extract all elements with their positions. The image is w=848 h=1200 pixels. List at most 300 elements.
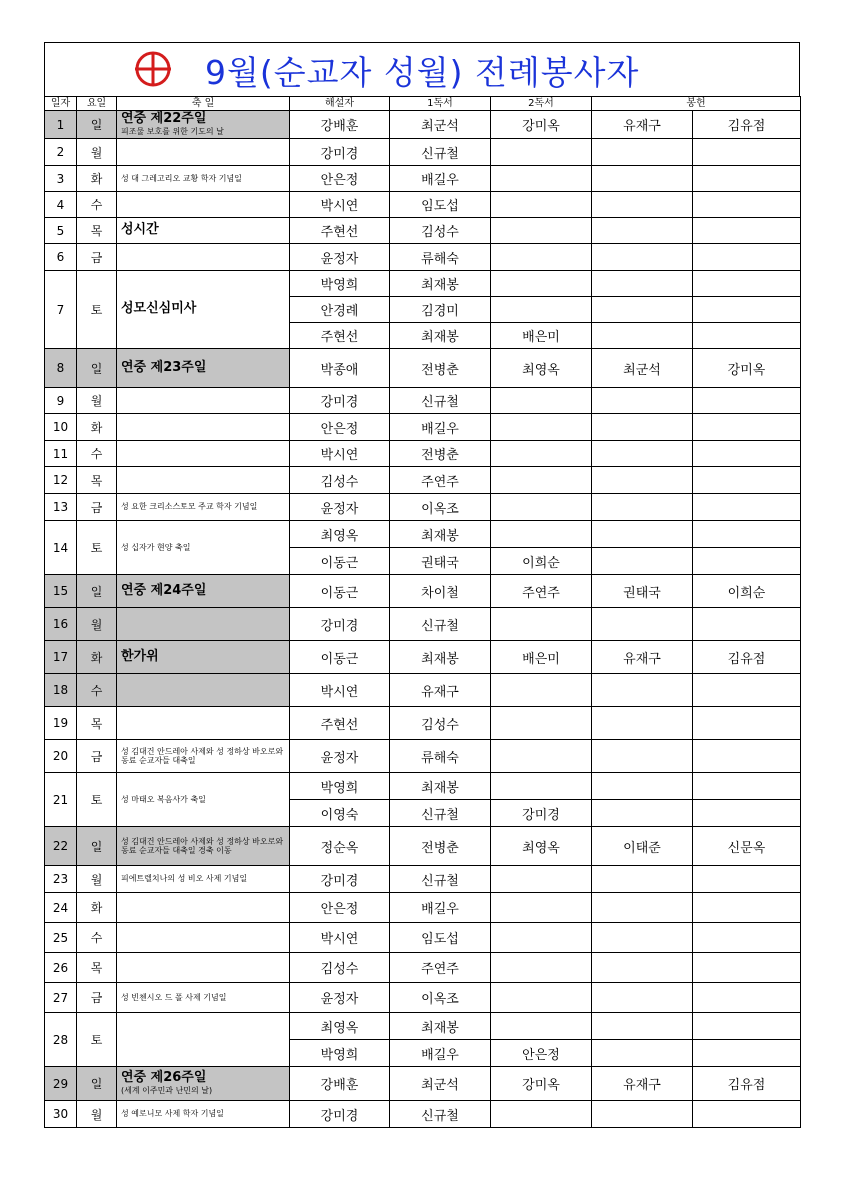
offering1-cell [592, 674, 693, 707]
commentator-cell: 이동근 [290, 575, 390, 608]
feast-cell [117, 608, 290, 641]
offering2-cell [693, 773, 801, 800]
offering1-cell [592, 953, 693, 983]
offering2-cell [693, 192, 801, 218]
table-row [45, 1067, 801, 1101]
offering1-cell: 유재구 [592, 1067, 693, 1101]
table-row [45, 1013, 801, 1040]
commentator-cell: 주현선 [290, 707, 390, 740]
table-row [45, 707, 801, 740]
date-cell: 23 [45, 866, 77, 893]
feast-cell [117, 441, 290, 467]
reading2-cell [491, 192, 592, 218]
reading1-cell: 전병춘 [390, 827, 491, 866]
commentator-cell: 이동근 [290, 548, 390, 575]
offering1-cell [592, 1040, 693, 1067]
feast-cell [117, 575, 290, 608]
date-cell: 6 [45, 244, 77, 271]
date-cell: 30 [45, 1101, 77, 1128]
weekday-cell: 일 [77, 1067, 117, 1101]
commentator-cell: 주현선 [290, 323, 390, 349]
date-cell: 3 [45, 166, 77, 192]
weekday-cell: 화 [77, 641, 117, 674]
weekday-cell: 일 [77, 111, 117, 139]
offering2-cell [693, 494, 801, 521]
offering1-cell [592, 323, 693, 349]
table-row [45, 244, 801, 271]
offering2-cell [693, 323, 801, 349]
offering2-cell [693, 297, 801, 323]
offering2-cell [693, 139, 801, 166]
offering1-cell [592, 548, 693, 575]
commentator-cell: 강배훈 [290, 1067, 390, 1101]
feast-cell [117, 271, 290, 349]
offering2-cell: 이희순 [693, 575, 801, 608]
feast-cell [117, 707, 290, 740]
date-cell: 26 [45, 953, 77, 983]
reading2-cell [491, 139, 592, 166]
date-cell: 8 [45, 349, 77, 388]
reading2-cell: 주연주 [491, 575, 592, 608]
commentator-cell: 강미경 [290, 866, 390, 893]
offering2-cell [693, 983, 801, 1013]
weekday-cell: 일 [77, 575, 117, 608]
table-row [45, 218, 801, 244]
commentator-cell: 박영희 [290, 271, 390, 297]
reading1-cell: 신규철 [390, 608, 491, 641]
offering2-cell [693, 953, 801, 983]
feast-cell [117, 773, 290, 827]
feast-cell [117, 827, 290, 866]
weekday-cell: 목 [77, 467, 117, 494]
table-row [45, 111, 801, 139]
weekday-cell: 화 [77, 893, 117, 923]
weekday-cell: 목 [77, 707, 117, 740]
reading2-cell [491, 521, 592, 548]
weekday-cell: 화 [77, 414, 117, 441]
reading2-cell [491, 166, 592, 192]
feast-cell [117, 244, 290, 271]
table-row [45, 641, 801, 674]
header-reading1: 1독서 [390, 97, 491, 111]
reading2-cell: 강미옥 [491, 1067, 592, 1101]
header-day: 요일 [77, 97, 117, 111]
offering1-cell [592, 608, 693, 641]
commentator-cell: 박시연 [290, 441, 390, 467]
reading1-cell: 최군석 [390, 1067, 491, 1101]
offering2-cell [693, 244, 801, 271]
reading2-cell [491, 271, 592, 297]
date-cell: 1 [45, 111, 77, 139]
feast-note: 피조물 보호를 위한 기도의 날 [121, 127, 224, 137]
reading2-cell [491, 707, 592, 740]
commentator-cell: 강미경 [290, 139, 390, 166]
reading1-cell: 김경미 [390, 297, 491, 323]
reading2-cell [491, 244, 592, 271]
commentator-cell: 최영옥 [290, 1013, 390, 1040]
feast-note: 성 빈첸시오 드 폴 사제 기념일 [121, 992, 227, 1002]
feast-cell [117, 1013, 290, 1067]
reading1-cell: 이옥조 [390, 494, 491, 521]
reading2-cell: 최영옥 [491, 827, 592, 866]
header-commentator: 해설자 [290, 97, 390, 111]
table-row [45, 866, 801, 893]
table-row [45, 349, 801, 388]
commentator-cell: 김성수 [290, 953, 390, 983]
weekday-cell: 목 [77, 953, 117, 983]
date-cell: 25 [45, 923, 77, 953]
date-cell: 19 [45, 707, 77, 740]
feast-cell [117, 953, 290, 983]
table-row [45, 953, 801, 983]
table-row [45, 923, 801, 953]
weekday-cell: 토 [77, 521, 117, 575]
offering1-cell [592, 244, 693, 271]
offering1-cell [592, 467, 693, 494]
reading1-cell: 주연주 [390, 953, 491, 983]
reading2-cell [491, 494, 592, 521]
date-cell: 5 [45, 218, 77, 244]
weekday-cell: 금 [77, 244, 117, 271]
table-row [45, 674, 801, 707]
weekday-cell: 월 [77, 866, 117, 893]
table-row [45, 441, 801, 467]
header-offering: 봉헌 [592, 97, 801, 111]
commentator-cell: 윤정자 [290, 983, 390, 1013]
weekday-cell: 금 [77, 983, 117, 1013]
reading1-cell: 차이철 [390, 575, 491, 608]
date-cell: 11 [45, 441, 77, 467]
reading1-cell: 김성수 [390, 218, 491, 244]
feast-cell [117, 740, 290, 773]
offering2-cell [693, 923, 801, 953]
feast-note: 성 김대건 안드레아 사제와 성 정하상 바오로와 동료 순교자들 대축일 경축 이동 [121, 836, 284, 855]
reading1-cell: 최재봉 [390, 323, 491, 349]
reading1-cell: 주연주 [390, 467, 491, 494]
reading1-cell: 전병춘 [390, 441, 491, 467]
commentator-cell: 윤정자 [290, 494, 390, 521]
feast-cell [117, 641, 290, 674]
commentator-cell: 안은정 [290, 893, 390, 923]
commentator-cell: 강미경 [290, 608, 390, 641]
reading2-cell [491, 923, 592, 953]
weekday-cell: 금 [77, 740, 117, 773]
date-cell: 9 [45, 388, 77, 414]
offering2-cell [693, 740, 801, 773]
reading1-cell: 임도섭 [390, 923, 491, 953]
weekday-cell: 월 [77, 139, 117, 166]
header-row [45, 97, 801, 111]
date-cell: 20 [45, 740, 77, 773]
table-row [45, 893, 801, 923]
reading2-cell [491, 1101, 592, 1128]
feast-title: 한가위 [121, 648, 159, 664]
offering2-cell [693, 707, 801, 740]
offering1-cell: 유재구 [592, 641, 693, 674]
offering2-cell [693, 674, 801, 707]
date-cell: 27 [45, 983, 77, 1013]
date-cell: 2 [45, 139, 77, 166]
feast-title: 연중 제24주일 [121, 582, 207, 598]
commentator-cell: 안은정 [290, 166, 390, 192]
offering1-cell [592, 923, 693, 953]
date-cell: 4 [45, 192, 77, 218]
commentator-cell: 박시연 [290, 192, 390, 218]
weekday-cell: 수 [77, 674, 117, 707]
feast-cell [117, 414, 290, 441]
feast-cell [117, 139, 290, 166]
table-row [45, 1101, 801, 1128]
commentator-cell: 이동근 [290, 641, 390, 674]
reading1-cell: 최재봉 [390, 773, 491, 800]
schedule-table [44, 96, 801, 1128]
feast-note: 성 김대건 안드레아 사제와 성 정하상 바오로와 동료 순교자들 대축일 [121, 746, 284, 765]
reading1-cell: 최재봉 [390, 271, 491, 297]
reading1-cell: 배길우 [390, 414, 491, 441]
offering2-cell [693, 800, 801, 827]
table-row [45, 521, 801, 548]
commentator-cell: 윤정자 [290, 244, 390, 271]
reading2-cell [491, 953, 592, 983]
weekday-cell: 토 [77, 271, 117, 349]
reading1-cell: 유재구 [390, 674, 491, 707]
date-cell: 18 [45, 674, 77, 707]
feast-title: 연중 제22주일 [121, 111, 207, 127]
offering1-cell [592, 773, 693, 800]
weekday-cell: 월 [77, 388, 117, 414]
offering2-cell: 김유점 [693, 1067, 801, 1101]
feast-note: (세계 이주민과 난민의 날) [121, 1086, 213, 1096]
offering1-cell [592, 297, 693, 323]
reading2-cell [491, 983, 592, 1013]
feast-title: 성모신심미사 [121, 301, 197, 317]
weekday-cell: 월 [77, 1101, 117, 1128]
weekday-cell: 수 [77, 441, 117, 467]
reading2-cell: 이희순 [491, 548, 592, 575]
offering2-cell [693, 441, 801, 467]
feast-note: 성 예로니모 사제 학자 기념일 [121, 1109, 224, 1119]
offering1-cell [592, 1013, 693, 1040]
feast-cell [117, 388, 290, 414]
date-cell: 13 [45, 494, 77, 521]
header-date: 일자 [45, 97, 77, 111]
date-cell: 7 [45, 271, 77, 349]
feast-cell [117, 923, 290, 953]
offering1-cell [592, 983, 693, 1013]
reading1-cell: 전병춘 [390, 349, 491, 388]
reading1-cell: 최재봉 [390, 1013, 491, 1040]
reading2-cell [491, 441, 592, 467]
header-feast: 축 일 [117, 97, 290, 111]
offering2-cell [693, 467, 801, 494]
table-row [45, 494, 801, 521]
date-cell: 14 [45, 521, 77, 575]
commentator-cell: 정순옥 [290, 827, 390, 866]
offering1-cell [592, 441, 693, 467]
reading2-cell [491, 893, 592, 923]
feast-cell [117, 218, 290, 244]
reading2-cell [491, 1013, 592, 1040]
reading1-cell: 김성수 [390, 707, 491, 740]
table-row [45, 414, 801, 441]
reading1-cell: 신규철 [390, 800, 491, 827]
feast-cell [117, 192, 290, 218]
offering1-cell [592, 521, 693, 548]
offering2-cell [693, 608, 801, 641]
table-row [45, 271, 801, 297]
table-row [45, 608, 801, 641]
feast-cell [117, 111, 290, 139]
offering1-cell [592, 494, 693, 521]
feast-note: 성 십자가 현양 축일 [121, 542, 191, 552]
commentator-cell: 이영숙 [290, 800, 390, 827]
weekday-cell: 월 [77, 608, 117, 641]
reading2-cell [491, 740, 592, 773]
feast-cell [117, 893, 290, 923]
reading1-cell: 이옥조 [390, 983, 491, 1013]
offering1-cell [592, 740, 693, 773]
feast-title: 연중 제23주일 [121, 359, 207, 375]
reading2-cell [491, 608, 592, 641]
commentator-cell: 김성수 [290, 467, 390, 494]
offering1-cell [592, 139, 693, 166]
weekday-cell: 화 [77, 166, 117, 192]
commentator-cell: 최영옥 [290, 521, 390, 548]
table-row [45, 166, 801, 192]
offering1-cell [592, 800, 693, 827]
offering2-cell [693, 271, 801, 297]
feast-note: 성 요한 크리소스토모 주교 학자 기념일 [121, 502, 258, 512]
table-row [45, 827, 801, 866]
commentator-cell: 안경례 [290, 297, 390, 323]
offering2-cell [693, 1013, 801, 1040]
date-cell: 21 [45, 773, 77, 827]
feast-cell [117, 467, 290, 494]
offering2-cell [693, 548, 801, 575]
offering1-cell [592, 414, 693, 441]
table-row [45, 575, 801, 608]
offering1-cell [592, 192, 693, 218]
reading1-cell: 배길우 [390, 1040, 491, 1067]
feast-cell [117, 866, 290, 893]
reading2-cell [491, 388, 592, 414]
commentator-cell: 박영희 [290, 773, 390, 800]
feast-cell [117, 1101, 290, 1128]
reading1-cell: 신규철 [390, 866, 491, 893]
reading1-cell: 신규철 [390, 139, 491, 166]
offering2-cell [693, 893, 801, 923]
commentator-cell: 안은정 [290, 414, 390, 441]
weekday-cell: 수 [77, 923, 117, 953]
date-cell: 10 [45, 414, 77, 441]
commentator-cell: 박영희 [290, 1040, 390, 1067]
commentator-cell: 박종애 [290, 349, 390, 388]
feast-cell [117, 521, 290, 575]
reading1-cell: 임도섭 [390, 192, 491, 218]
feast-note: 피에트렐치나의 성 비오 사제 기념일 [121, 874, 248, 884]
table-row [45, 192, 801, 218]
offering1-cell [592, 271, 693, 297]
commentator-cell: 강배훈 [290, 111, 390, 139]
reading2-cell [491, 866, 592, 893]
offering1-cell [592, 1101, 693, 1128]
feast-cell [117, 1067, 290, 1101]
reading2-cell [491, 467, 592, 494]
table-row [45, 773, 801, 800]
offering2-cell: 김유점 [693, 111, 801, 139]
commentator-cell: 박시연 [290, 923, 390, 953]
cross-circle-icon [133, 49, 173, 89]
offering2-cell [693, 521, 801, 548]
feast-cell [117, 494, 290, 521]
feast-note: 성 마태오 복음사가 축일 [121, 794, 206, 804]
weekday-cell: 일 [77, 349, 117, 388]
feast-note: 성 대 그레고리오 교황 학자 기념일 [121, 173, 242, 183]
reading1-cell: 배길우 [390, 893, 491, 923]
reading1-cell: 최재봉 [390, 641, 491, 674]
feast-title: 성시간 [121, 222, 159, 238]
offering2-cell [693, 218, 801, 244]
offering2-cell [693, 414, 801, 441]
table-row [45, 467, 801, 494]
weekday-cell: 일 [77, 827, 117, 866]
schedule-body [45, 111, 801, 1128]
commentator-cell: 윤정자 [290, 740, 390, 773]
weekday-cell: 목 [77, 218, 117, 244]
commentator-cell: 강미경 [290, 1101, 390, 1128]
reading2-cell: 강미옥 [491, 111, 592, 139]
date-cell: 12 [45, 467, 77, 494]
reading2-cell: 배은미 [491, 323, 592, 349]
reading1-cell: 배길우 [390, 166, 491, 192]
reading2-cell [491, 218, 592, 244]
reading1-cell: 권태국 [390, 548, 491, 575]
reading2-cell: 배은미 [491, 641, 592, 674]
reading2-cell [491, 414, 592, 441]
offering2-cell [693, 1101, 801, 1128]
reading2-cell: 안은정 [491, 1040, 592, 1067]
offering1-cell [592, 218, 693, 244]
offering2-cell [693, 166, 801, 192]
offering1-cell [592, 166, 693, 192]
table-row [45, 983, 801, 1013]
offering2-cell: 김유점 [693, 641, 801, 674]
reading2-cell [491, 674, 592, 707]
date-cell: 24 [45, 893, 77, 923]
reading2-cell [491, 297, 592, 323]
commentator-cell: 주현선 [290, 218, 390, 244]
reading2-cell [491, 773, 592, 800]
offering2-cell [693, 1040, 801, 1067]
reading1-cell: 신규철 [390, 388, 491, 414]
date-cell: 29 [45, 1067, 77, 1101]
date-cell: 17 [45, 641, 77, 674]
table-row [45, 740, 801, 773]
offering1-cell [592, 866, 693, 893]
offering1-cell: 이태준 [592, 827, 693, 866]
offering1-cell [592, 893, 693, 923]
feast-cell [117, 349, 290, 388]
date-cell: 16 [45, 608, 77, 641]
commentator-cell: 강미경 [290, 388, 390, 414]
reading1-cell: 신규철 [390, 1101, 491, 1128]
date-cell: 28 [45, 1013, 77, 1067]
reading1-cell: 류해숙 [390, 244, 491, 271]
offering2-cell [693, 866, 801, 893]
commentator-cell: 박시연 [290, 674, 390, 707]
feast-cell [117, 983, 290, 1013]
header-reading2: 2독서 [491, 97, 592, 111]
